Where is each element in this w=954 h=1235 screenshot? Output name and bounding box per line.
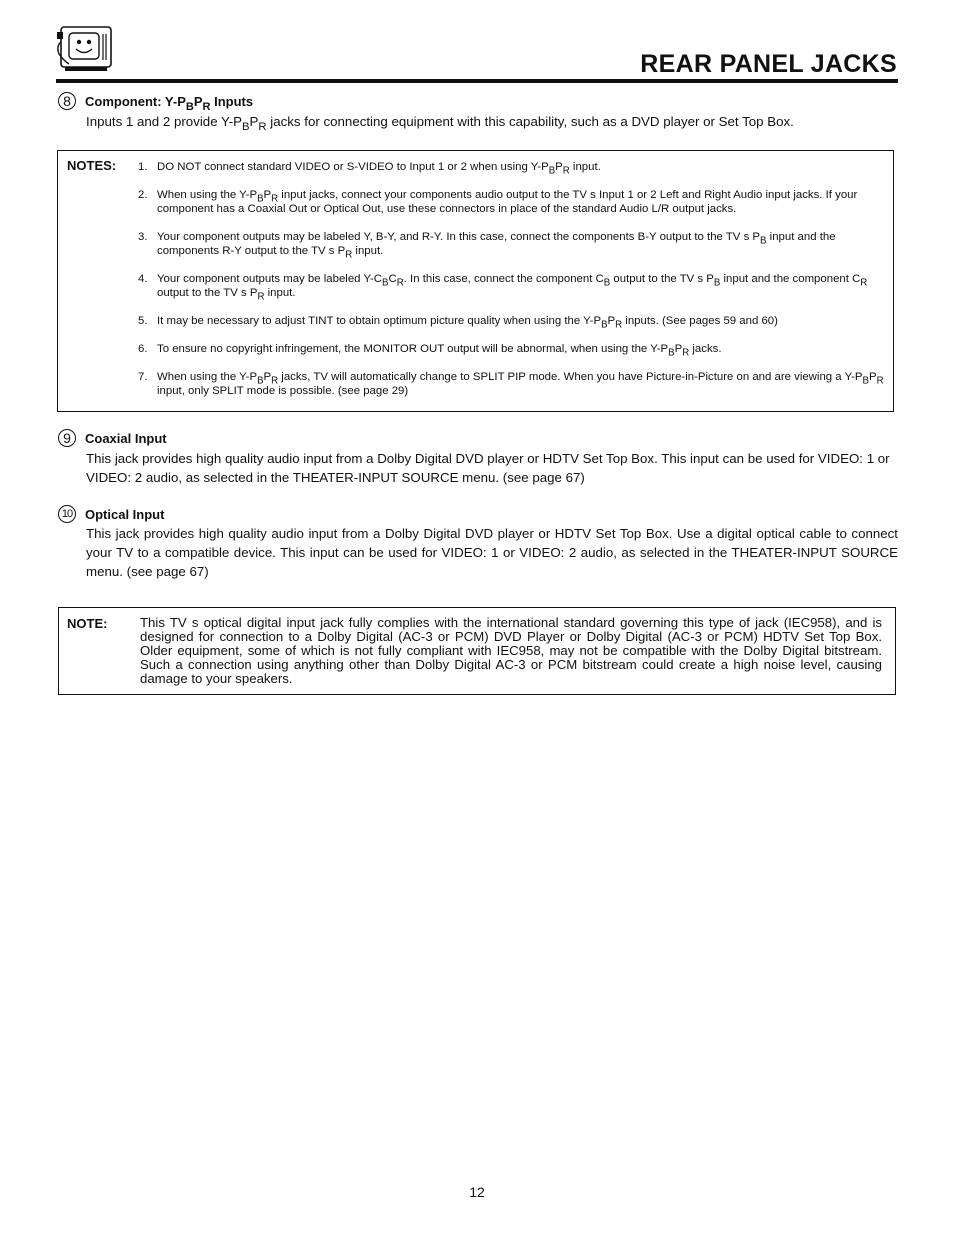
- tv-mascot-icon: [55, 24, 115, 74]
- circled-number-10: 10: [58, 505, 76, 523]
- note-text: Your component outputs may be labeled $Y-C_BC_R$. In this case, connect the component $C_B$ output to the TV s $P_B$ input and the component $C_R$ output to the TV s $P_R$ input.: [157, 273, 868, 303]
- section-component-heading: [58, 92, 254, 113]
- notes-box: [57, 150, 894, 412]
- circled-number-9: 9: [58, 429, 76, 447]
- note-text: DO NOT connect standard VIDEO or S-VIDEO to Input 1 or 2 when using $Y-P_BP_R$ input.: [157, 161, 601, 177]
- note-text: Your component outputs may be labeled Y, B-Y, and R-Y. In this case, connect the components B-Y output to the TV s $P_B$ input and the components R-Y output to the TV s $P_R$ input.: [157, 231, 836, 261]
- notes-label: NOTES:: [67, 158, 117, 173]
- note-text: When using the $Y-P_BP_R$ jacks, TV will automatically change to SPLIT PIP mode. When you have Picture-in-Picture on and are viewing a $Y-P_BP_R$ input, only SPLIT mode is possible. (see page 29): [157, 371, 884, 397]
- note-label: NOTE:: [67, 616, 108, 631]
- section-component-text: Inputs 1 and 2 provide $Y-P_BP_R$ jacks for connecting equipment with this capability, such as a DVD player or Set Top Box.: [86, 114, 794, 133]
- note-number: 3.: [138, 231, 148, 243]
- note-number: 5.: [138, 315, 148, 327]
- page-title: REAR PANEL JACKS: [640, 50, 897, 78]
- section-optical-text: This jack provides high quality audio input from a Dolby Digital DVD player or HDTV Set Top Box. Use a digital optical cable to connect your TV to a compatible device. This input can be used for VIDEO: 1 or VIDEO: 2 audio, as selected in the THEATER-INPUT SOURCE menu. (see page 67): [86, 526, 898, 579]
- note-number: 1.: [138, 161, 148, 173]
- section-coaxial-text: This jack provides high quality audio input from a Dolby Digital DVD player or HDTV Set Top Box. This input can be used for VIDEO: 1 or VIDEO: 2 audio, as selected in the THEATER-INPUT SOURCE menu. (see page 67): [86, 451, 890, 485]
- note-box: [58, 607, 896, 695]
- note-text: This TV s optical digital input jack fully complies with the international standard governing this type of jack (IEC958), and is designed for connection to a Dolby Digital (AC-3 or PCM) DVD Player or Dolby Digital (AC-3 or PCM) HDTV Set Top Box. Older equipment, some of which is not fully compliant with IEC958, may not be compatible with the Dolby Digital bitstream. Such a connection using anything other than Dolby Digital AC-3 or PCM bitstream could create a high noise level, causing damage to your speakers.: [140, 615, 882, 686]
- section-heading-text: Coaxial Input: [85, 430, 167, 446]
- note-number: 2.: [138, 189, 148, 201]
- section-heading-text: Optical Input: [85, 506, 165, 522]
- section-coaxial-heading: [58, 429, 167, 447]
- note-text: It may be necessary to adjust TINT to obtain optimum picture quality when using the $Y-P_BP_R$ inputs. (See pages 59 and 60): [157, 315, 778, 331]
- note-number: 7.: [138, 371, 148, 383]
- note-number: 4.: [138, 273, 148, 285]
- note-number: 6.: [138, 343, 148, 355]
- section-optical-heading: [58, 505, 164, 523]
- note-text: To ensure no copyright infringement, the MONITOR OUT output will be abnormal, when using the $Y-P_BP_R$ jacks.: [157, 343, 722, 359]
- note-text: When using the $Y-P_BP_R$ input jacks, connect your components audio output to the TV s Input 1 or 2 Left and Right Audio input jacks. If your component has a Coaxial Out or Optical Out, use these connectors in place of the standard Audio L/R output jacks.: [157, 189, 858, 215]
- page-number: 12: [469, 1184, 485, 1200]
- section-heading-text: Component: Y-PBPR Inputs: [85, 93, 254, 113]
- title-divider: [56, 79, 898, 83]
- circled-number-8: 8: [58, 92, 76, 110]
